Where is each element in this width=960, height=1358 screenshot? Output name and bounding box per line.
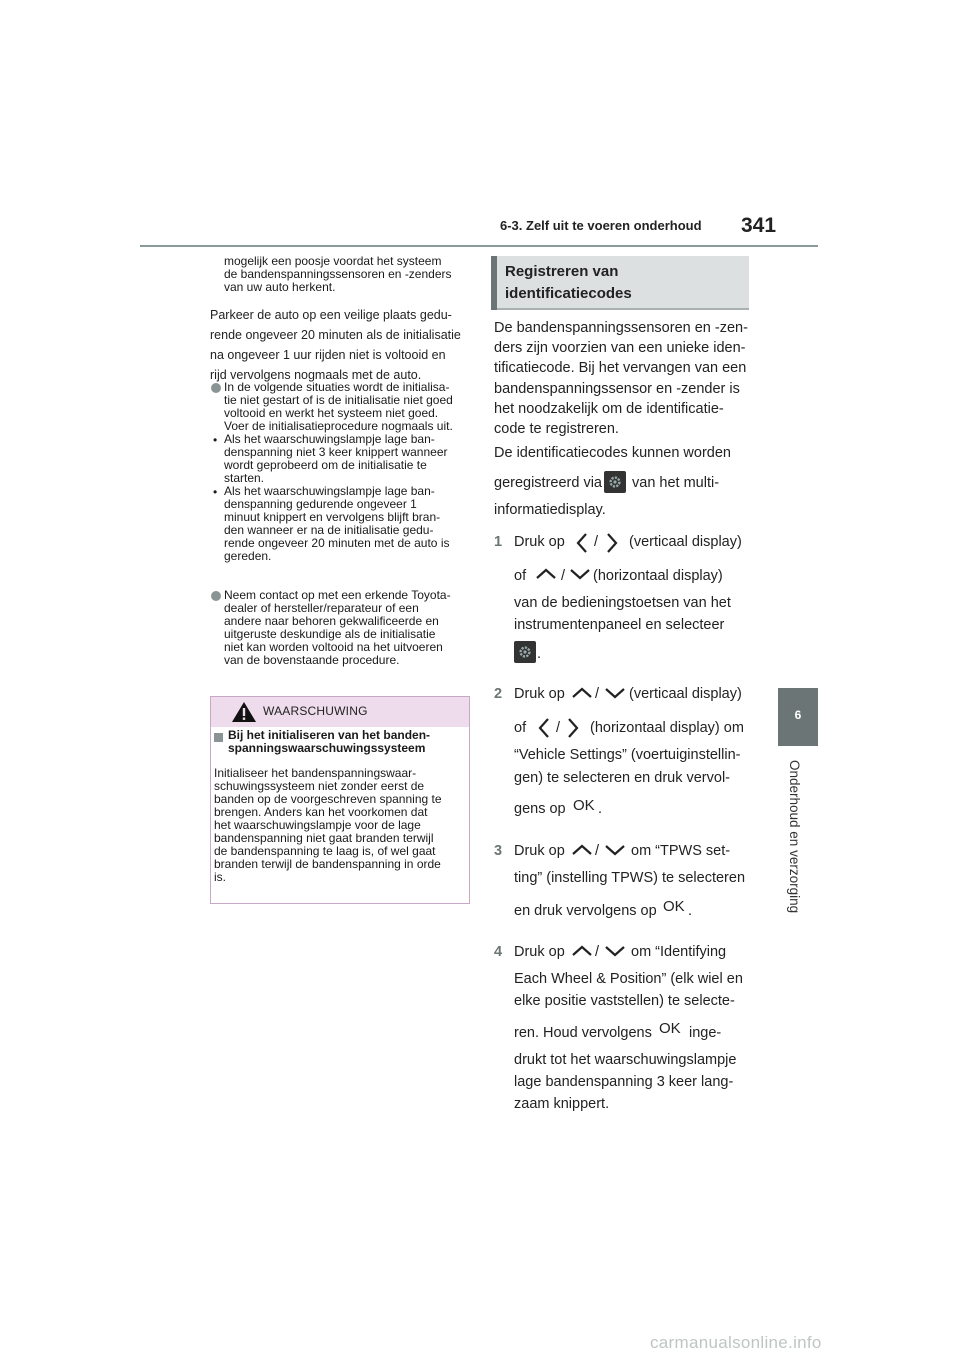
warning-box [210, 696, 470, 904]
slash: / [595, 843, 600, 859]
text-line: Neem contact op met een erkende Toyota- [224, 588, 451, 602]
text-line: (horizontaal display) [593, 568, 723, 584]
text-line: gen) te selecteren en druk vervol- [514, 770, 730, 786]
heading-accent-bar [491, 256, 497, 310]
text-line: code te registreren. [494, 421, 619, 438]
text-line: (horizontaal display) om [590, 720, 744, 736]
text-line: van het multi- [632, 475, 720, 491]
chevron-up-icon [571, 686, 593, 700]
intro-paragraph [494, 318, 754, 439]
text-line: inge- [689, 1025, 722, 1041]
text-line: Druk op [514, 686, 565, 702]
chapter-label: Onderhoud en verzorging [787, 760, 802, 914]
step-number: 4 [494, 944, 503, 960]
text-line: gens op [514, 801, 566, 817]
chevron-down-icon [604, 843, 626, 857]
warning-triangle-icon [231, 701, 257, 723]
text-line: uitgeruste deskundige als de initialisatie [224, 627, 436, 641]
text-line: denspanning gedurende ongeveer 1 [224, 497, 417, 511]
text-line: brengen. Anders kan het voorkomen dat [214, 805, 428, 819]
text-line: denspanning niet 3 keer knippert wanneer [224, 445, 448, 459]
text-line: van uw auto herkent. [224, 280, 336, 294]
text-line: wordt geprobeerd om de initialisatie te [224, 458, 427, 472]
text-line: dealer of hersteller/reparateur of een [224, 601, 419, 615]
text-line: Each Wheel & Position” (elk wiel en [514, 971, 743, 987]
slash: / [556, 720, 561, 736]
text-line: Druk op [514, 944, 565, 960]
text-line: en druk vervolgens op [514, 903, 657, 919]
text-line: informatiedisplay. [494, 502, 606, 518]
slash: / [595, 944, 600, 960]
chevron-right-icon [605, 532, 619, 554]
text-line: schuwingssysteem niet zonder eerst de [214, 779, 425, 793]
circle-bullet-icon [211, 383, 221, 393]
warning-title: WAARSCHUWING [263, 704, 368, 718]
slash: / [561, 568, 566, 584]
section-heading [505, 261, 735, 305]
text-line: drukt tot het waarschuwingslampje [514, 1052, 737, 1068]
ok-button-icon: OK [573, 797, 595, 814]
text-line: In de volgende situaties wordt de initialisa- [224, 380, 450, 394]
warning-header [211, 697, 469, 727]
text-line: de bandenspanning te laag is, of wel gaat [214, 844, 436, 858]
period: . [598, 801, 603, 817]
sub-bullet-icon: • [213, 433, 218, 447]
text-line: is. [214, 870, 226, 884]
text-line: rende ongeveer 20 minuten als de initialisatie [210, 328, 461, 342]
text-line: bandenspanning niet gaat branden terwijl [214, 831, 434, 845]
text-line: rijd vervolgens nogmaals met de auto. [210, 368, 422, 382]
header-divider [140, 245, 818, 247]
text-line: den wanneer er na de initialisatie gedu- [224, 523, 434, 537]
chevron-down-icon [604, 686, 626, 700]
text-line: “Vehicle Settings” (voertuiginstellin- [514, 747, 741, 763]
text-line: minuut knippert en vervolgens blijft bran- [224, 510, 441, 524]
text-line: na ongeveer 1 uur rijden niet is voltooid en [210, 348, 446, 362]
sub-bullet-icon: • [213, 485, 218, 499]
intro-text [224, 255, 474, 294]
text-line: andere naar behoren gekwalificeerde en [224, 614, 439, 628]
period: . [537, 646, 542, 662]
settings-gear-icon [604, 471, 626, 493]
chevron-up-icon [535, 567, 557, 581]
text-line: niet kan worden voltooid na het uitvoeren [224, 640, 443, 654]
text-line: van de bedieningstoetsen van het [514, 595, 731, 611]
text-line: ders zijn voorzien van een unieke iden- [494, 340, 746, 357]
text-line: elke positie vaststellen) te selecte- [514, 993, 735, 1009]
text-line: Initialiseer het bandenspanningswaar- [214, 766, 417, 780]
square-bullet-icon [214, 733, 223, 742]
text-line: Parkeer de auto op een veilige plaats gedu- [210, 308, 452, 322]
text-line: branden terwijl de bandenspanning in orde [214, 857, 441, 871]
text-line: bandenspanningssensor en -zender is [494, 380, 740, 397]
watermark: carmanualsonline.info [650, 1333, 822, 1352]
parking-paragraph [210, 305, 475, 385]
page-number: 341 [741, 214, 777, 237]
text-line: identificatiecodes [505, 285, 632, 302]
text-line: Voer de initialisatieprocedure nogmaals uit. [224, 419, 453, 433]
chevron-up-icon [571, 843, 593, 857]
text-line: Als het waarschuwingslampje lage ban- [224, 432, 435, 446]
text-line: tificatiecode. Bij het vervangen van een [494, 360, 747, 377]
settings-gear-icon [514, 641, 536, 663]
text-line: Bij het initialiseren van het banden- [228, 728, 431, 742]
text-line: voltooid en werkt het systeem niet goed. [224, 406, 439, 420]
text-line: van de bovenstaande procedure. [224, 653, 400, 667]
text-line: geregistreerd via [494, 475, 602, 491]
sub-bullet-not-flashing [224, 433, 472, 485]
chapter-label-container [783, 760, 809, 920]
ok-button-icon: OK [663, 898, 685, 915]
chevron-down-icon [569, 567, 591, 581]
bullet-contact-dealer [224, 589, 472, 667]
warning-text [214, 767, 464, 884]
text-line: het waarschuwingslampje voor de lage [214, 818, 421, 832]
chevron-down-icon [604, 944, 626, 958]
text-line: Als het waarschuwingslampje lage ban- [224, 484, 435, 498]
text-line: banden op de voorgeschreven spanning te [214, 792, 442, 806]
text-line: of [514, 568, 527, 584]
text-line: om “TPWS set- [631, 843, 731, 859]
text-line: (verticaal display) [629, 534, 742, 550]
slash: / [595, 686, 600, 702]
ok-button-icon: OK [659, 1020, 681, 1037]
step-number: 3 [494, 843, 503, 859]
chevron-left-icon [537, 717, 551, 739]
section-heading-box [491, 256, 749, 310]
text-line: (verticaal display) [629, 686, 742, 702]
text-line: ren. Houd vervolgens [514, 1025, 652, 1041]
step-number: 1 [494, 534, 503, 550]
step-number: 2 [494, 686, 503, 702]
text-line: zaam knippert. [514, 1096, 610, 1112]
chapter-tab [778, 688, 818, 746]
text-line: gereden. [224, 549, 272, 563]
text-line: Druk op [514, 843, 565, 859]
period: . [688, 903, 693, 919]
text-line: ting” (instelling TPWS) te selecteren [514, 870, 746, 886]
warning-subheading [228, 729, 464, 755]
text-line: om “Identifying [631, 944, 727, 960]
circle-bullet-icon [211, 591, 221, 601]
text-line: Registreren van [505, 263, 619, 280]
text-line: mogelijk een poosje voordat het systeem [224, 254, 442, 268]
text-line: instrumentenpaneel en selecteer [514, 617, 725, 633]
chevron-left-icon [575, 532, 589, 554]
text-line: of [514, 720, 527, 736]
slash: / [594, 534, 599, 550]
chapter-number: 6 [794, 708, 802, 722]
text-line: rende ongeveer 20 minuten met de auto is [224, 536, 450, 550]
text-line: spanningswaarschuwingssysteem [228, 741, 426, 755]
text-line: tie niet gestart of is de initialisatie niet goed [224, 393, 453, 407]
text-line: starten. [224, 471, 265, 485]
text-line: de bandenspanningssensoren en -zenders [224, 267, 452, 281]
section-title: 6-3. Zelf uit te voeren onderhoud [500, 218, 702, 233]
text-line: het noodzakelijk om de identificatie- [494, 400, 724, 417]
sub-bullet-stays-lit [224, 485, 472, 563]
chevron-up-icon [571, 944, 593, 958]
text-line: Druk op [514, 534, 565, 550]
text-line: De bandenspanningssensoren en -zen- [494, 320, 748, 336]
bullet-initialization-issues [224, 381, 472, 433]
chevron-right-icon [566, 717, 580, 739]
text-line: De identificatiecodes kunnen worden [494, 445, 731, 461]
text-line: lage bandenspanning 3 keer lang- [514, 1074, 734, 1090]
